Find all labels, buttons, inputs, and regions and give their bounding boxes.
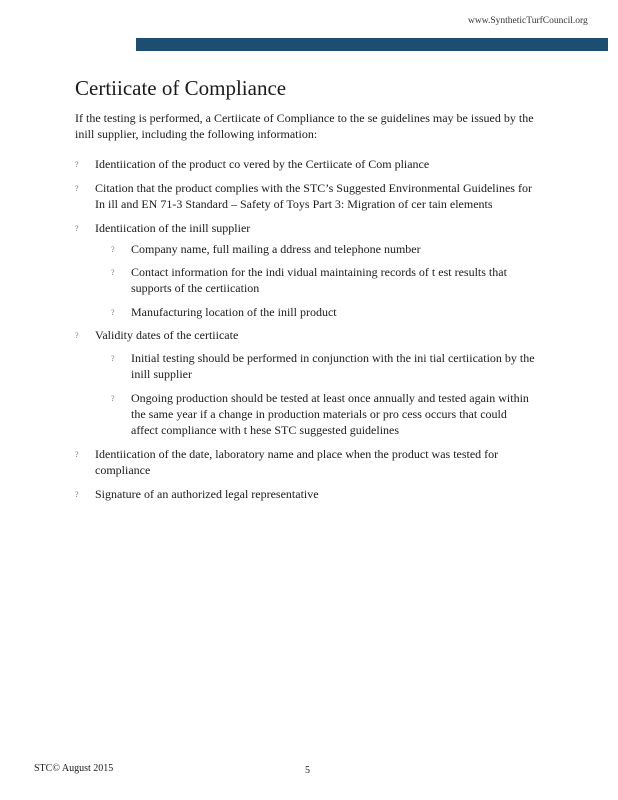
- list-item: [75, 486, 535, 502]
- bullet-icon: ?: [111, 308, 115, 317]
- list-item-text: Validity dates of the certiicate: [95, 328, 239, 342]
- list-item: [75, 220, 535, 236]
- sub-list-item: [111, 264, 535, 296]
- page-number: 5: [305, 765, 310, 776]
- bullet-icon: ?: [111, 354, 115, 363]
- list-item-text: Signature of an authorized legal representative: [95, 487, 319, 501]
- header-url: www.SyntheticTurfCouncil.org: [468, 16, 588, 26]
- bullet-icon: ?: [75, 331, 79, 340]
- list-item-text: Identiication of the date, laboratory name and place when the product was tested for compliance: [95, 447, 499, 477]
- bullet-icon: ?: [111, 268, 115, 277]
- list-item-text: Company name, full mailing a ddress and telephone number: [131, 242, 421, 256]
- list-item: [75, 156, 535, 172]
- list-item-text: Ongoing production should be tested at least once annually and tested again within the same year if a change in production materials or pro cess occurs that could affect compliance with t hese STC suggested guidelines: [131, 391, 529, 437]
- list-item-text: Manufacturing location of the inill product: [131, 305, 337, 319]
- sub-list-item: [111, 241, 535, 257]
- list-item-text: Citation that the product complies with the STC’s Suggested Environmental Guidelines for In ill and EN 71-3 Standard – Safety of Toys Part 3: Migration of cer tain elements: [95, 181, 532, 211]
- list-item: [75, 327, 535, 343]
- bullet-icon: ?: [75, 450, 79, 459]
- list-item: [75, 180, 535, 212]
- page-title: Certiicate of Compliance: [75, 76, 287, 100]
- list-item-text: Identiication of the product co vered by the Certiicate of Com pliance: [95, 157, 430, 171]
- intro-paragraph: If the testing is performed, a Certiicate of Compliance to the se guidelines may be issued by the inill supplier, including the following information:: [75, 111, 534, 141]
- header-bar: [136, 38, 608, 51]
- list-item-text: Identiication of the inill supplier: [95, 221, 251, 235]
- bullet-icon: ?: [75, 224, 79, 233]
- bullet-icon: ?: [75, 184, 79, 193]
- sub-list-item: [111, 350, 535, 382]
- bullet-icon: ?: [111, 394, 115, 403]
- bullet-icon: ?: [111, 245, 115, 254]
- bullet-icon: ?: [75, 490, 79, 499]
- list-item: [75, 446, 535, 478]
- list-item-text: Initial testing should be performed in conjunction with the ini tial certiication by the inill supplier: [131, 351, 535, 381]
- footer-copyright: STC© August 2015: [34, 763, 114, 774]
- sub-list-item: [111, 390, 535, 438]
- list-item-text: Contact information for the indi vidual maintaining records of t est results that supports of the certiication: [131, 265, 507, 295]
- bullet-icon: ?: [75, 160, 79, 169]
- sub-list-item: [111, 304, 535, 320]
